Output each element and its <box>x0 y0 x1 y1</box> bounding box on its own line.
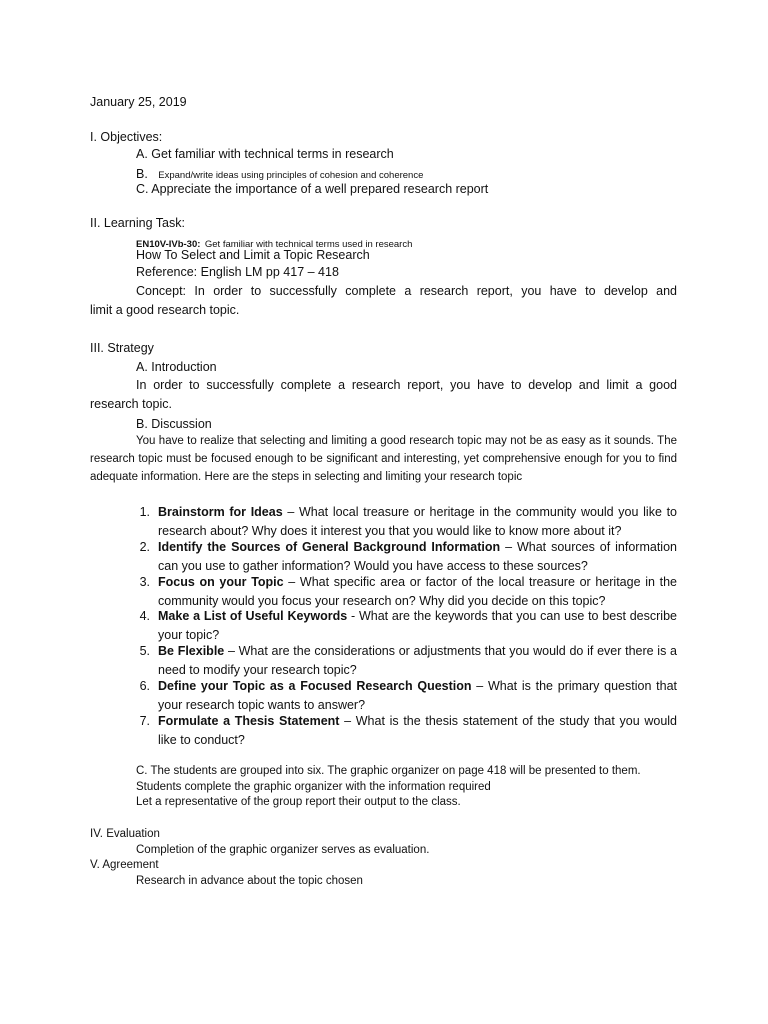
step-1-number: 1. <box>139 505 150 519</box>
learning-task-heading: II. Learning Task: <box>90 216 185 230</box>
step-7-title: Formulate a Thesis Statement <box>158 714 340 728</box>
competency-code: EN10V-IVb-30: <box>136 239 201 250</box>
lesson-title: How To Select and Limit a Topic Research <box>136 248 370 262</box>
step-3 <box>158 573 677 611</box>
step-2 <box>158 538 677 576</box>
step-4-number: 4. <box>139 609 150 623</box>
introduction-text: In order to successfully complete a research report, you have to develop and limit a good research topic. <box>90 378 677 411</box>
step-5-title: Be Flexible <box>158 644 225 658</box>
step-7-number: 7. <box>139 714 150 728</box>
objective-b-text: Expand/write ideas using principles of cohesion and coherence <box>158 170 424 181</box>
objective-c: C. Appreciate the importance of a well prepared research report <box>136 182 489 196</box>
step-3-title: Focus on your Topic <box>158 575 284 589</box>
step-1 <box>158 503 677 541</box>
strategy-heading: III. Strategy <box>90 341 154 355</box>
objective-a: A. Get familiar with technical terms in research <box>136 147 394 161</box>
step-6 <box>158 677 677 715</box>
objective-b-letter: B. <box>136 167 148 181</box>
step-2-title: Identify the Sources of General Background Information <box>158 540 501 554</box>
step-1-text: – What local treasure or heritage in the community would you like to research about? Why does it interest you that you would like to know more about it? <box>158 505 677 538</box>
group-activity-line-1: C. The students are grouped into six. The graphic organizer on page 418 will be presented to them. <box>136 765 641 777</box>
concept-line-2: limit a good research topic. <box>90 303 240 317</box>
document-date: January 25, 2019 <box>90 95 187 109</box>
step-2-number: 2. <box>139 540 150 554</box>
step-5-number: 5. <box>139 644 150 658</box>
competency-text: Get familiar with technical terms used in research <box>204 239 413 250</box>
discussion-label: B. Discussion <box>136 417 212 431</box>
step-7-text: – What is the thesis statement of the study that you would like to conduct? <box>158 714 678 747</box>
step-4-text: - What are the keywords that you can use to best describe your topic? <box>158 609 677 642</box>
step-6-text: – What is the primary question that your research topic wants to answer? <box>158 679 677 712</box>
evaluation-heading: IV. Evaluation <box>90 828 160 840</box>
agreement-text: Research in advance about the topic chosen <box>136 875 363 887</box>
step-7 <box>158 712 677 750</box>
concept-line-1: Concept: In order to successfully complete a research report, you have to develop and <box>136 284 677 298</box>
evaluation-text: Completion of the graphic organizer serves as evaluation. <box>136 844 430 856</box>
objective-b <box>136 166 423 182</box>
agreement-heading: V. Agreement <box>90 859 159 871</box>
objectives-heading: I. Objectives: <box>90 130 163 144</box>
step-2-text: – What sources of information can you use to gather information? Would you have access to these sources? <box>158 540 677 573</box>
step-1-title: Brainstorm for Ideas <box>158 505 283 519</box>
group-activity-line-3: Let a representative of the group report their output to the class. <box>136 796 461 808</box>
step-5 <box>158 642 677 680</box>
step-5-text: – What are the considerations or adjustments that you would do if ever there is a need to modify your research topic? <box>158 644 677 677</box>
introduction-label: A. Introduction <box>136 360 217 374</box>
step-4-title: Make a List of Useful Keywords <box>158 609 348 623</box>
step-6-number: 6. <box>139 679 150 693</box>
step-4 <box>158 607 677 645</box>
lesson-reference: Reference: English LM pp 417 – 418 <box>136 265 339 279</box>
group-activity-line-2: Students complete the graphic organizer with the information required <box>136 781 491 793</box>
step-3-number: 3. <box>139 575 150 589</box>
discussion-text: You have to realize that selecting and limiting a good research topic may not be as easy as it sounds. The research topic must be focused enough to be significant and interesting, yet comprehensive enough for you to find adequate information. Here are the steps in selecting and limiting your research topic <box>90 435 677 483</box>
step-6-title: Define your Topic as a Focused Research Question <box>158 679 472 693</box>
step-3-text: – What specific area or factor of the local treasure or heritage in the community would you focus your research on? Why did you decide on this topic? <box>158 575 677 608</box>
